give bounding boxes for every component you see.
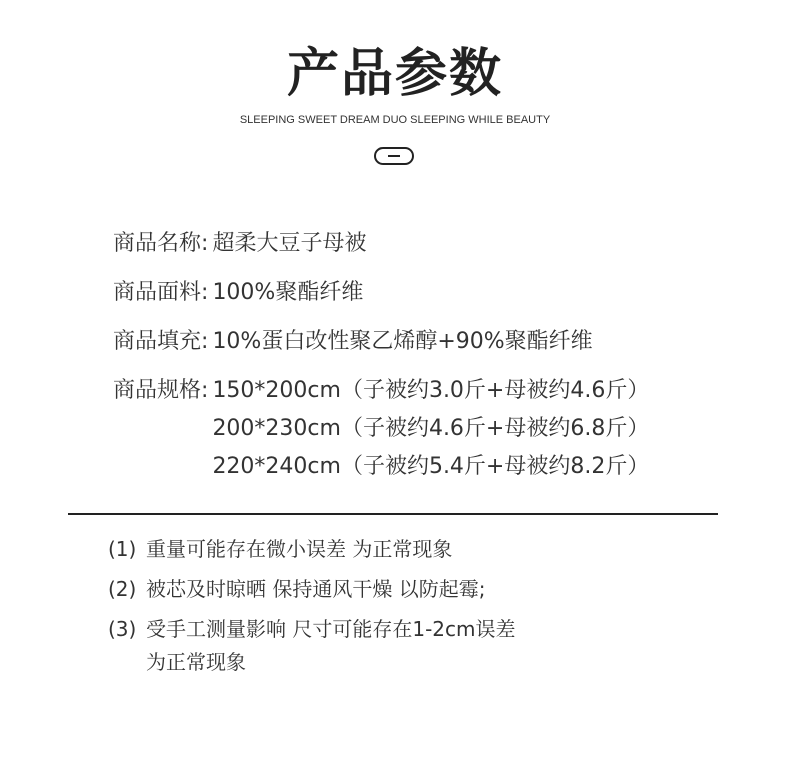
section-divider — [68, 513, 718, 515]
note-text — [146, 533, 452, 566]
note-line: 为正常现象 — [146, 650, 246, 674]
spec-value: 150*200cm（子被约3.0斤+母被约4.6斤） — [212, 378, 650, 403]
spec-value: 超柔大豆子母被 — [212, 231, 367, 256]
spec-row-filling — [113, 323, 733, 361]
note-line: 重量可能存在微小误差 为正常现象 — [146, 537, 453, 561]
note-line: 被芯及时晾晒 保持通风干燥 以防起霉; — [146, 577, 486, 601]
spec-value: 100%聚酯纤维 — [212, 280, 364, 305]
note-item — [108, 613, 728, 679]
page-title: 产品参数 — [286, 44, 503, 104]
pill-dash-bar — [388, 155, 400, 158]
spec-label: 商品填充 — [113, 329, 202, 354]
spec-value: 200*230cm（子被约4.6斤+母被约6.8斤） — [212, 416, 650, 441]
note-item — [108, 573, 728, 606]
spec-list — [113, 225, 733, 497]
spec-values — [212, 323, 592, 361]
note-item — [108, 533, 728, 566]
note-number: (3) — [108, 617, 137, 641]
note-number: (1) — [108, 537, 137, 561]
spec-row-name — [113, 225, 733, 263]
note-number: (2) — [108, 577, 137, 601]
spec-values — [212, 225, 366, 263]
note-line: 受手工测量影响 尺寸可能存在1-2cm误差 — [146, 617, 516, 641]
spec-row-fabric — [113, 274, 733, 312]
note-text — [146, 573, 485, 606]
spec-colon: : — [201, 329, 209, 354]
spec-colon: : — [201, 378, 209, 403]
note-text — [146, 613, 516, 679]
spec-row-size — [113, 372, 733, 486]
spec-label: 商品规格 — [113, 378, 202, 403]
spec-colon: : — [201, 231, 209, 256]
spec-values — [212, 372, 649, 486]
spec-values — [212, 274, 363, 312]
pill-dash-icon — [374, 147, 414, 165]
spec-colon: : — [201, 280, 209, 305]
spec-value: 220*240cm（子被约5.4斤+母被约8.2斤） — [212, 454, 650, 479]
spec-label: 商品面料 — [113, 280, 202, 305]
page-subtitle: SLEEPING SWEET DREAM DUO SLEEPING WHILE BEAUTY — [239, 114, 551, 126]
notes-list — [108, 533, 728, 686]
spec-label: 商品名称 — [113, 231, 202, 256]
spec-value: 10%蛋白改性聚乙烯醇+90%聚酯纤维 — [212, 329, 593, 354]
